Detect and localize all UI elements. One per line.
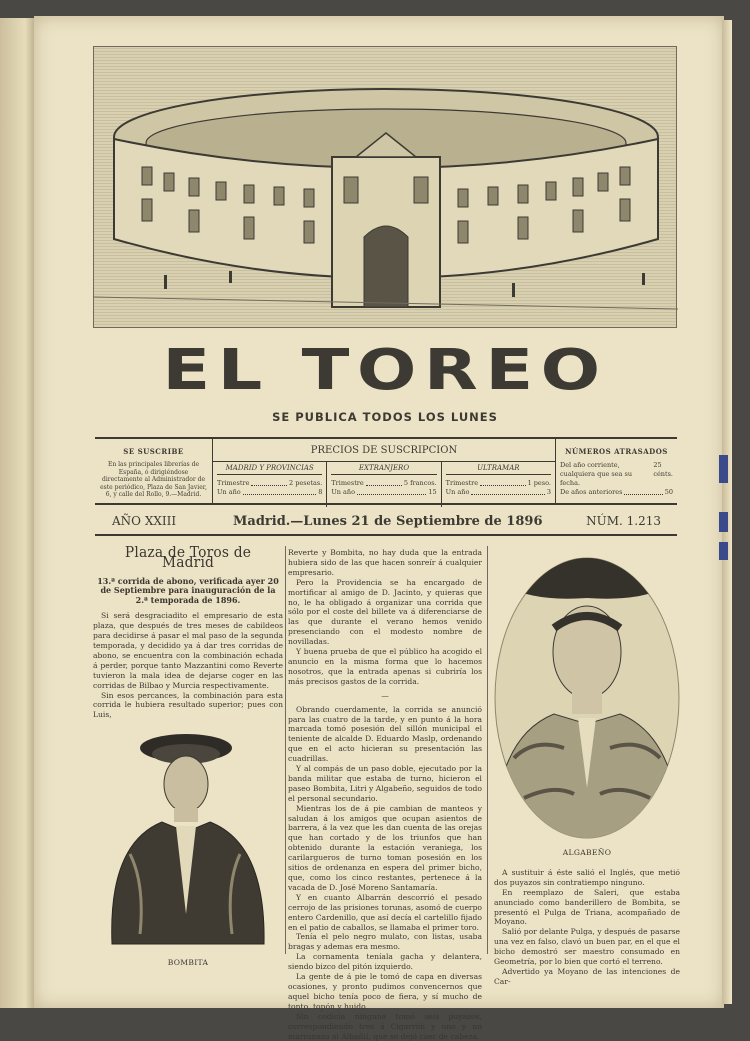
paragraph: Mientras los de á pie cambian de manteos y saludan á los amigos que ocupan asientos de barrera, á la vez que les dan cuenta de las orejas que han cortado y de los triunfos que han obtenido durante la estación veraniega, los carilargueros de turno toman posesión en los sitios de ordenanza en espera del primer bicho, que, como los cinco restantes, pertenece á la vacada de D. José Moreno Santamaría. xyxy=(288,803,482,892)
back-issue-row: Del año corriente, cualquiera que sea su fecha. 25 cénts. xyxy=(560,461,673,487)
price-row: Trimestre 5 francos. xyxy=(331,479,437,487)
paragraph: Obrando cuerdamente, la corrida se anunció para las cuatro de la tarde, y en punto á la hora marcada tomó posesión del sillón municipal el teniente de alcalde D. Eduardo Maslp, ordenando que en el acto hicieran su presentación las cuadrillas. xyxy=(288,704,482,764)
region-name: MADRID Y PROVINCIAS xyxy=(217,464,322,475)
newspaper-title: EL TOREO xyxy=(162,338,608,403)
column-divider xyxy=(285,546,286,954)
price-row: Trimestre 1 peso. xyxy=(445,479,551,487)
issue-dateline xyxy=(95,508,677,536)
subscribe-heading: SE SUSCRIBE xyxy=(123,447,184,456)
paragraph: Pero la Providencia se ha encargado de mortificar al amigo de D. Jacinto, y quieras que no, le ha obligado á organizar una corrida que sólo por el coste del billete va á diferenciarse de las que durante el verano hemos venido presenciando con el modesto nombre de novilladas. xyxy=(288,577,482,647)
price-region xyxy=(327,462,441,507)
left-page-edge xyxy=(0,18,36,1008)
paragraph: Salió por delante Pulga, y después de pasarse una vez en falso, clavó un buen par, en el que el bicho demostró ser maestro consumado en Geometría, por lo bien que cortó el terreno. xyxy=(494,927,680,967)
price-row: Trimestre 2 pesetas. xyxy=(217,479,323,487)
paragraph: Si será desgraciadito el empresario de esta plaza, que después de tres meses de cabildeos para decidirse á pasar el mal paso de la segunda temporada, y decidido ya á dar tres corridas de abono, se encuentra con la combinación echada á perder, porque tanto Mazzantini como Reverte tuvieron la mala idea de dejarse coger en las corridas de Bilbao y Murcia respectivamente. xyxy=(93,611,283,690)
paragraph: A sustituir á éste salió el Inglés, que metió dos puyazos sin contratiempo ninguno. xyxy=(494,867,680,887)
paragraph: La gente de á pie le tomó de capa en diversas ocasiones, y pronto pudimos convencernos que aquel bicho tenía poco de fiera, y sí mucho de tonto, topón y huido. xyxy=(288,972,482,1011)
price-region xyxy=(213,462,327,507)
paragraph: Advertido ya Moyano de las intenciones de Car- xyxy=(494,966,680,986)
issue-number: NÚM. 1.213 xyxy=(586,514,661,528)
portrait-bombita xyxy=(100,734,276,954)
paragraph: Y en cuanto Albarrán descorrió el pesado cerrojo de las prisiones torunas, asomó de cuerpo entero Cardenillo, que así decía el cartelillo fijado en el patio de caballos, se llamaba el primer toro. xyxy=(288,892,482,932)
price-row: Un año 15 xyxy=(331,488,437,496)
plaza-de-toros-icon xyxy=(94,47,678,329)
price-row: Un año 8 xyxy=(217,488,323,496)
article-title: Plaza de Toros de Madrid xyxy=(124,543,252,571)
portrait-algabeno xyxy=(494,548,680,838)
article-column-2 xyxy=(288,548,482,1041)
column-divider xyxy=(487,546,488,954)
section-separator: — xyxy=(381,690,389,700)
region-name: EXTRANJERO xyxy=(331,464,436,475)
bullring-illustration xyxy=(93,46,677,328)
paragraph: La cornamenta teníala gacha y delantera, siendo bizco del pitón izquierdo. xyxy=(288,952,482,972)
paragraph: Y al compás de un paso doble, ejecutado por la banda militar que estaba de turno, hicieron el paseo Bombita, Litri y Algabeño, seguidos de todo el personal secundario. xyxy=(288,764,482,803)
newspaper-subtitle: SE PUBLICA TODOS LOS LUNES xyxy=(272,410,498,424)
portrait-caption: ALGABEÑO xyxy=(562,848,612,857)
price-row: Un año 3 xyxy=(445,488,551,496)
back-issue-row: De años anteriores 50 xyxy=(560,488,673,496)
article-subhead: 13.ª corrida de abono, verificada ayer 20 de Septiembre para inauguración de la 2.ª temporada de 1896. xyxy=(97,575,279,605)
subscribe-text: En las principales librerías de España, ó dirigiéndose directamente al Administrador de este periódico, Plaza de San Javier, 6, y calle del Rollo, 9.—Madrid. xyxy=(100,461,207,498)
index-tab-marker xyxy=(719,512,728,532)
subscription-box xyxy=(95,437,677,505)
back-issues-info xyxy=(555,439,677,503)
back-issues-heading: NÚMEROS ATRASADOS xyxy=(565,447,668,456)
article-column-3 xyxy=(494,548,680,987)
index-tab-marker xyxy=(719,455,728,483)
subscribe-info xyxy=(95,439,213,503)
region-name: ULTRAMAR xyxy=(446,464,551,475)
portrait-caption: BOMBITA xyxy=(167,958,209,968)
index-tab-marker xyxy=(719,542,728,560)
issue-year: AÑO XXIII xyxy=(112,514,177,528)
paragraph: Tenía el pelo negro mulato, con listas, usaba bragas y ademas era mesmo. xyxy=(288,932,482,952)
prices-heading: PRECIOS DE SUSCRIPCION xyxy=(213,439,555,462)
article-column-1 xyxy=(93,543,283,968)
price-region xyxy=(442,462,555,507)
paragraph: Y buena prueba de que el público ha acogido el anuncio en la misma forma que lo hacemos nosotros, que la entrada apenas si cubriría los más precisos gastos de la corrida. xyxy=(288,647,482,686)
paragraph: Reverte y Bombita, no hay duda que la entrada hubiera sido de las que hacen sonreír á cualquier empresario. xyxy=(288,548,482,577)
paragraph: Sin esos percances, la combinación para esta corrida le hubiera resultado superior; pues con Luis, xyxy=(93,690,283,720)
paragraph: En reemplazo de Saleri, que estaba anunciado como banderillero de Bombita, se presentó el Pulga de Triana, acompañado de Moyano. xyxy=(494,887,680,927)
paragraph: Sin codicia ninguna tomó seis puyazos, correspondiendo tres á Cigarrón y uno y un marronazo al Albañil, que se dejó caer de cabeza. xyxy=(288,1011,482,1041)
issue-date: Madrid.—Lunes 21 de Septiembre de 1896 xyxy=(233,514,543,529)
prices-table xyxy=(213,439,555,503)
